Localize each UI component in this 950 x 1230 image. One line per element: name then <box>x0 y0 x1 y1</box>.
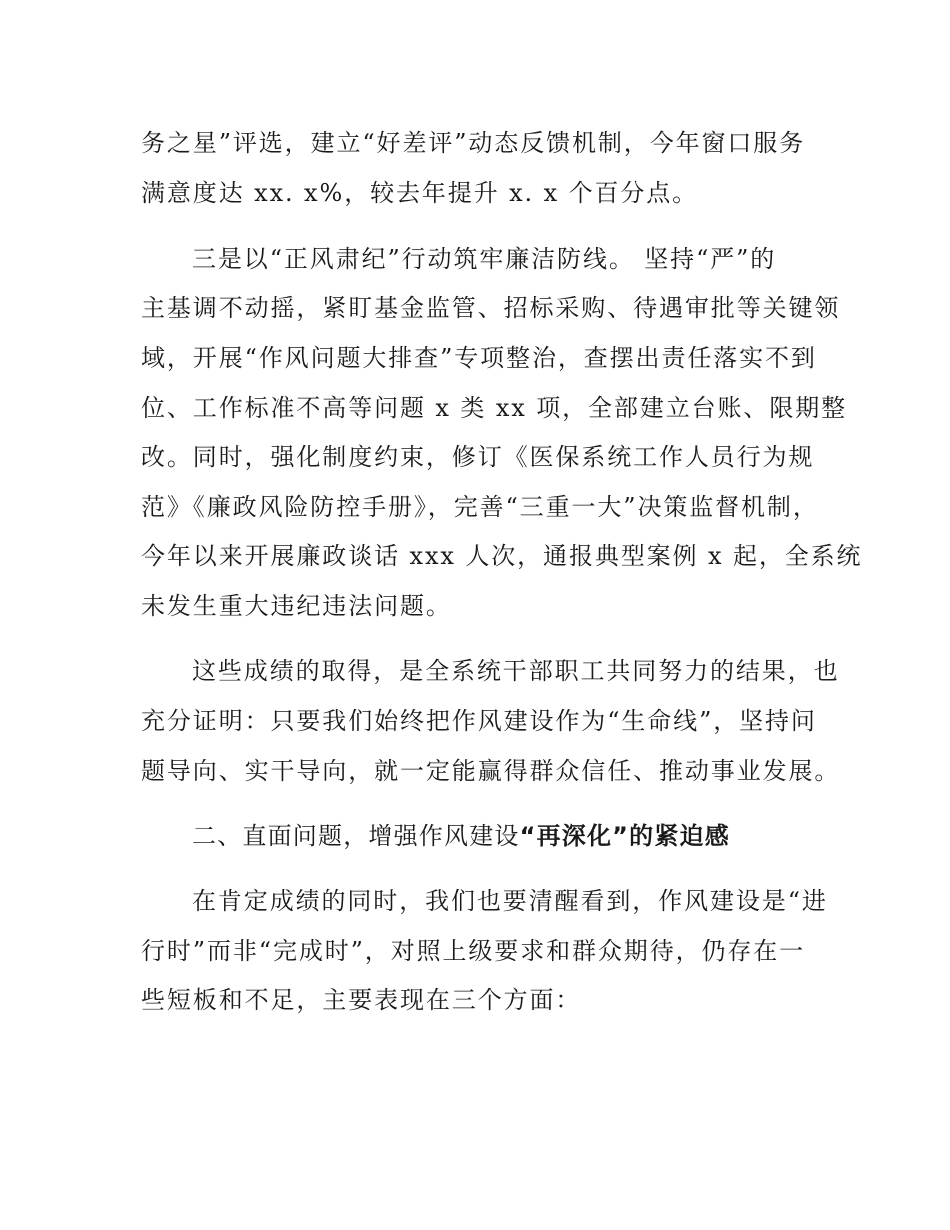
text-line: 未发生重大违纪违法问题。 <box>141 592 452 620</box>
text-line: 域，开展“作风问题大排查”专项整治，查摆出责任落实不到 <box>141 344 817 372</box>
text-line: 三是以“正风肃纪”行动筑牢廉洁防线。 坚持“严”的 <box>192 245 777 273</box>
text-line: 主基调不动摇，紧盯基金监管、招标采购、待遇审批等关键领 <box>141 294 841 322</box>
text-line: 满意度达 xx. x%，较去年提升 x. x 个百分点。 <box>141 179 699 207</box>
text-line: 范》《廉政风险防控手册》，完善“三重一大”决策监督机制， <box>141 493 819 521</box>
text-line: 位、工作标准不高等问题 x 类 xx 项，全部建立台账、限期整 <box>141 394 848 422</box>
text-line: 今年以来开展廉政谈话 xxx 人次，通报典型案例 x 起，全系统 <box>141 542 863 570</box>
text-line: 些短板和不足，主要表现在三个方面： <box>141 986 582 1014</box>
text-line: 行时”而非“完成时”，对照上级要求和群众期待，仍存在一 <box>141 937 806 965</box>
text-line: 务之星”评选，建立“好差评”动态反馈机制，今年窗口服务 <box>141 129 806 157</box>
section-heading-emphasis: “再深化”的紧迫感 <box>519 822 730 850</box>
text-line: 题导向、实干导向，就一定能赢得群众信任、推动事业发展。 <box>141 757 841 785</box>
text-line: 改。同时，强化制度约束，修订《医保系统工作人员行为规 <box>141 443 815 471</box>
section-heading <box>192 821 892 851</box>
text-line: 在肯定成绩的同时，我们也要清醒看到，作风建设是“进 <box>192 887 828 915</box>
text-line: 这些成绩的取得，是全系统干部职工共同努力的结果，也 <box>192 657 840 685</box>
text-line: 充分证明：只要我们始终把作风建设作为“生命线”，坚持问 <box>141 707 817 735</box>
section-heading-prefix: 二、直面问题，增强作风建设 <box>192 822 520 850</box>
